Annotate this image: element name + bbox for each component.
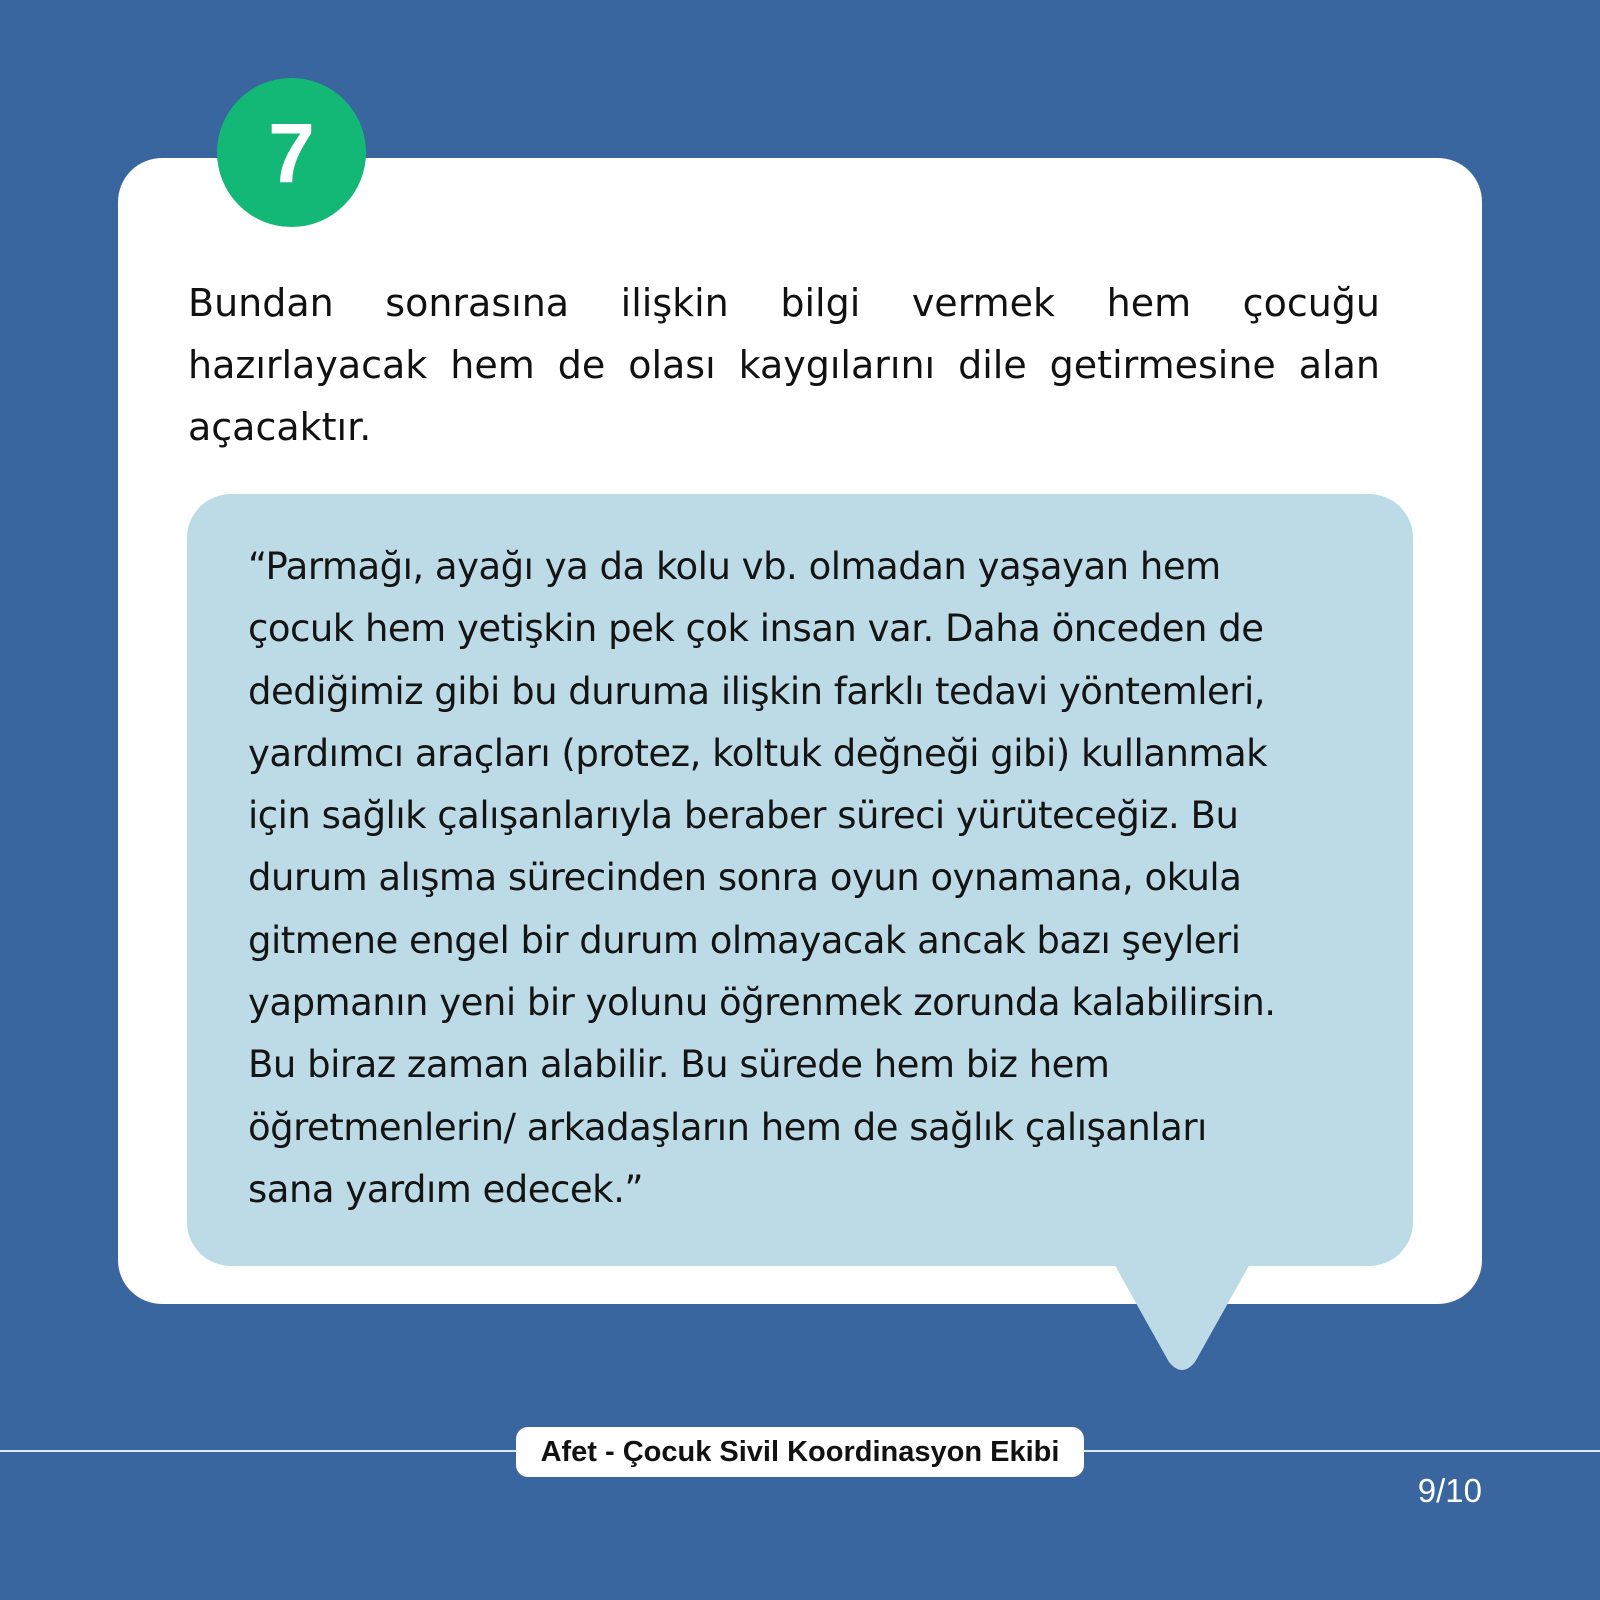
- speech-bubble-tail: [1113, 1262, 1251, 1372]
- quote-line: dediğimiz gibi bu duruma ilişkin farklı tedavi yöntemleri,: [248, 669, 1266, 713]
- intro-paragraph: Bundan sonrasına ilişkin bilgi vermek hem çocuğu hazırlayacak hem de olası kaygılarını dile getirmesine alan açacaktır.: [188, 281, 1380, 449]
- footer-organization-text: Afet - Çocuk Sivil Koordinasyon Ekibi: [540, 1435, 1060, 1468]
- quote-line: çocuk hem yetişkin pek çok insan var. Daha önceden de: [248, 607, 1264, 651]
- quote-line: Bu biraz zaman alabilir. Bu sürede hem biz hem: [248, 1043, 1110, 1087]
- quote-line: yapmanın yeni bir yolunu öğrenmek zorunda kalabilirsin.: [248, 981, 1276, 1025]
- quote-text: [248, 536, 1378, 1221]
- quote-line: öğretmenlerin/ arkadaşların hem de sağlık çalışanları: [248, 1105, 1207, 1149]
- footer-organization-label: [516, 1427, 1084, 1477]
- page-number: 9/10: [1417, 1472, 1482, 1509]
- quote-line: durum alışma sürecinden sonra oyun oynamana, okula: [248, 856, 1242, 900]
- quote-line: gitmene engel bir durum olmayacak ancak bazı şeyleri: [248, 918, 1241, 962]
- quote-line: sana yardım edecek.”: [248, 1167, 644, 1211]
- step-number: 7: [268, 105, 315, 200]
- step-number-badge: [217, 78, 366, 227]
- quote-line: için sağlık çalışanlarıyla beraber süreci yürüteceğiz. Bu: [248, 794, 1239, 838]
- quote-line: “Parmağı, ayağı ya da kolu vb. olmadan yaşayan hem: [248, 545, 1221, 588]
- quote-line: yardımcı araçları (protez, koltuk değneği gibi) kullanmak: [248, 731, 1268, 775]
